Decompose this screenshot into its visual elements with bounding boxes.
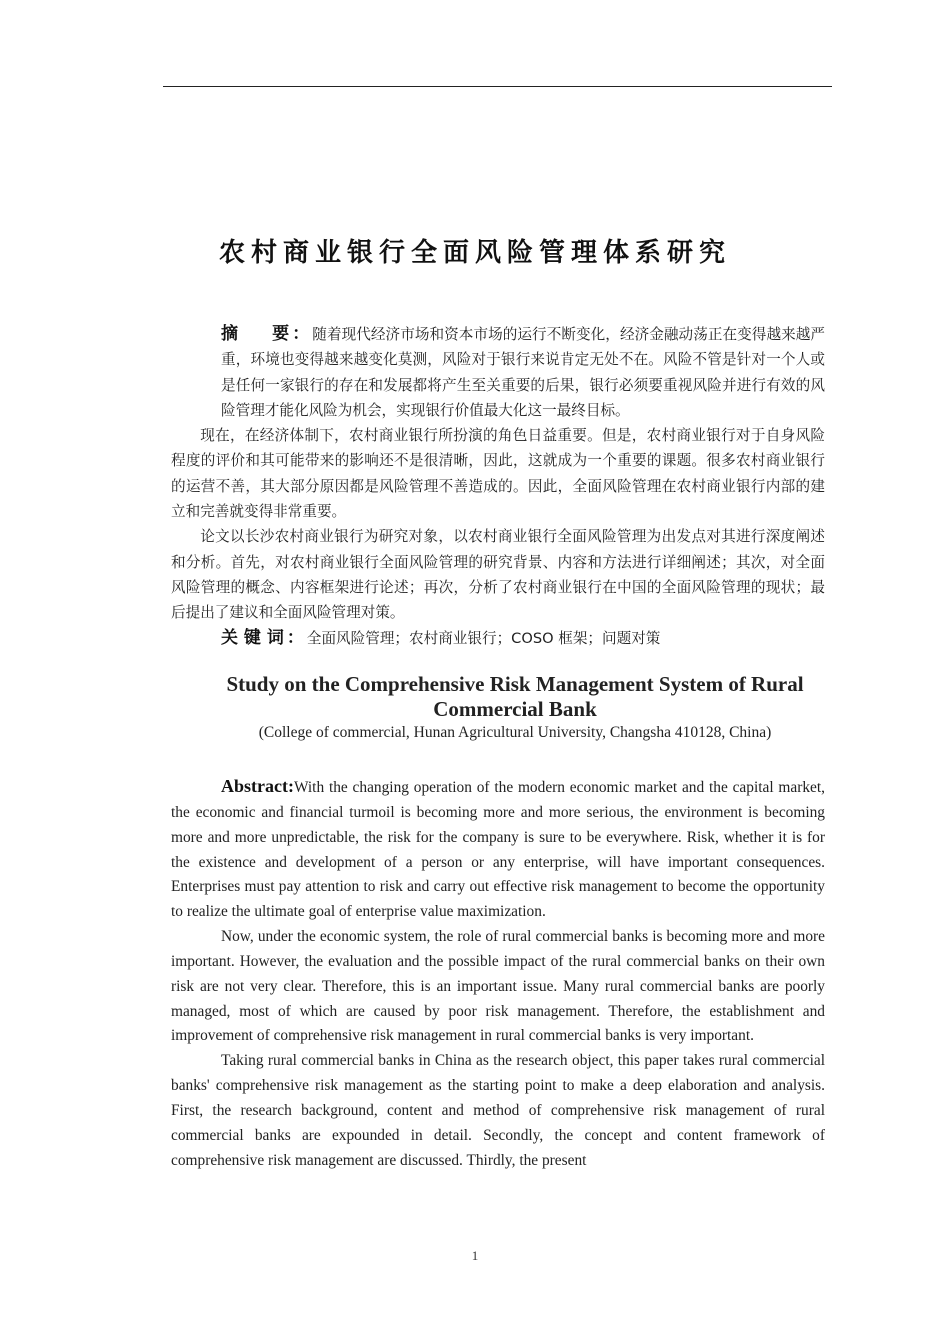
english-abstract-paragraph-2: Now, under the economic system, the role of rural commercial banks is becoming more and more important. However, the evaluation and the possible impact of the rural commercial banks on their own risk are not very clear. Therefore, this is an important issue. Many rural commercial banks are poorly managed, most of which are caused by poor risk management. Therefore, the establishment and improvement of comprehensive risk management in rural commercial banks is very important. bbox=[171, 928, 825, 1045]
chinese-keywords-label: 关 键 词 bbox=[221, 627, 284, 648]
chinese-keywords-text: 全面风险管理；农村商业银行；COSO 框架；问题对策 bbox=[306, 629, 661, 647]
header-rule bbox=[163, 86, 832, 87]
chinese-abstract-colon: ： bbox=[292, 324, 310, 344]
chinese-abstract-paragraph-3: 论文以长沙农村商业银行为研究对象，以农村商业银行全面风险管理为出发点对其进行深度阐述和分析。首先，对农村商业银行全面风险管理的研究背景、内容和方法进行详细阐述；其次，对全面风险管理的概念、内容框架进行论述；再次，分析了农村商业银行在中国的全面风险管理的现状；最后提出了建议和全面风险管理对策。 bbox=[171, 528, 825, 622]
english-affiliation: (College of commercial, Hunan Agricultural University, Changsha 410128, China) bbox=[258, 724, 772, 741]
chinese-abstract-label: 摘 要 bbox=[221, 324, 290, 344]
chinese-keywords bbox=[171, 626, 825, 651]
page-number: 1 bbox=[471, 1248, 479, 1263]
english-title: Study on the Comprehensive Risk Management System of Rural Commercial Bank bbox=[226, 672, 804, 721]
chinese-abstract bbox=[171, 322, 825, 651]
english-abstract-label: Abstract: bbox=[221, 776, 294, 796]
chinese-title: 农村商业银行全面风险管理体系研究 bbox=[218, 238, 731, 268]
english-abstract bbox=[171, 774, 825, 1174]
chinese-abstract-text-1: 随着现代经济市场和资本市场的运行不断变化，经济金融动荡正在变得越来越严重，环境也变得越来越变化莫测，风险对于银行来说肯定无处不在。风险不管是针对一个人或是任何一家银行的存在和发展都将产生至关重要的后果，银行必须要重视风险并进行有效的风险管理才能化风险为机会，实现银行价值最大化这一最终目标。 bbox=[221, 326, 826, 419]
chinese-abstract-paragraph-1 bbox=[171, 322, 825, 423]
english-abstract-paragraph-1 bbox=[171, 774, 825, 925]
chinese-keywords-colon: ： bbox=[286, 627, 304, 648]
english-abstract-text-1: With the changing operation of the modern economic market and the capital market, the economic and financial turmoil is becoming more and more serious, the environment is becoming more and more unpredictable, the risk for the company is sure to be everywhere. Risk, whether it is for the existence and development of a person or any enterprise, will have important consequences. Enterprises must pay attention to risk and carry out effective risk management to become the opportunity to realize the ultimate goal of enterprise value maximization. bbox=[171, 779, 825, 921]
english-abstract-paragraph-3: Taking rural commercial banks in China as the research object, this paper takes rural commercial banks' comprehensive risk management as the starting point to make a deep elaboration and analysis. First, the research background, content and method of comprehensive risk management of rural commercial banks are expounded in detail. Secondly, the concept and content framework of comprehensive risk management are discussed. Thirdly, the present bbox=[171, 1052, 825, 1169]
chinese-abstract-paragraph-2: 现在，在经济体制下，农村商业银行所扮演的角色日益重要。但是，农村商业银行对于自身风险程度的评价和其可能带来的影响还不是很清晰，因此，这就成为一个重要的课题。很多农村商业银行的运营不善，其大部分原因都是风险管理不善造成的。因此，全面风险管理在农村商业银行内部的建立和完善就变得非常重要。 bbox=[171, 427, 825, 521]
